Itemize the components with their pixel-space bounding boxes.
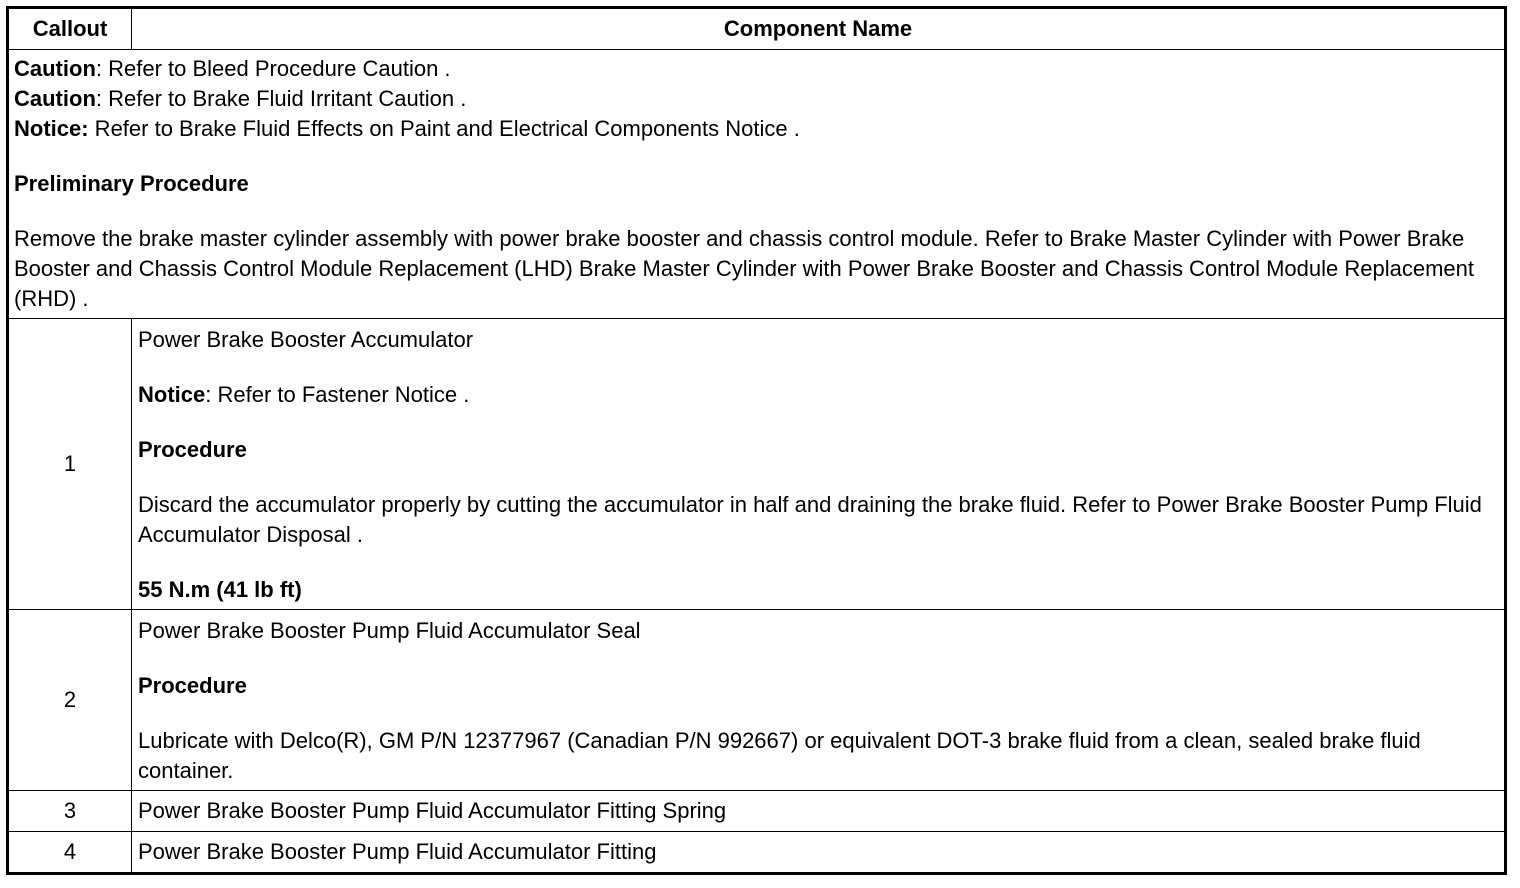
preliminary-procedure-heading: Preliminary Procedure bbox=[14, 171, 249, 196]
callout-number: 3 bbox=[8, 791, 132, 832]
notice-label: Notice: bbox=[14, 116, 89, 141]
caution-text: : Refer to Brake Fluid Irritant Caution . bbox=[95, 86, 467, 111]
component-name: Power Brake Booster Pump Fluid Accumulator Seal bbox=[138, 618, 641, 643]
callout-number: 1 bbox=[8, 319, 132, 610]
table-row bbox=[8, 832, 1506, 874]
table-row bbox=[8, 791, 1506, 832]
procedure-text: Discard the accumulator properly by cutting the accumulator in half and draining the brake fluid. Refer to Power Brake Booster Pump Fluid Accumulator Disposal . bbox=[138, 492, 1482, 547]
callout-header: Callout bbox=[8, 8, 132, 50]
caution-label: Caution bbox=[14, 86, 96, 111]
table-header-row bbox=[8, 8, 1506, 50]
preliminary-procedure-text: Remove the brake master cylinder assembly with power brake booster and chassis control module. Refer to Brake Master Cylinder with Power Brake Booster and Chassis Control Module Replacement (LHD) Brake Master Cylinder with Power Brake Booster and Chassis Control Module Replacement (RHD) . bbox=[14, 226, 1474, 311]
intro-cell bbox=[8, 50, 1506, 319]
caution-line-bleed bbox=[14, 54, 1498, 84]
notice-line-paint bbox=[14, 114, 1498, 144]
caution-label: Caution bbox=[14, 56, 96, 81]
notice-line-fastener bbox=[138, 380, 1498, 410]
procedure-text: Lubricate with Delco(R), GM P/N 12377967 (Canadian P/N 992667) or equivalent DOT-3 brake fluid from a clean, sealed brake fluid container. bbox=[138, 728, 1421, 783]
component-name: Power Brake Booster Accumulator bbox=[138, 327, 474, 352]
notice-text: Refer to Brake Fluid Effects on Paint and Electrical Components Notice . bbox=[88, 116, 800, 141]
callout-number: 2 bbox=[8, 610, 132, 791]
notice-text: : Refer to Fastener Notice . bbox=[205, 382, 470, 407]
component-name: Power Brake Booster Pump Fluid Accumulator Fitting Spring bbox=[132, 791, 1506, 832]
table-row bbox=[8, 319, 1506, 610]
callout-number: 4 bbox=[8, 832, 132, 874]
component-name: Power Brake Booster Pump Fluid Accumulator Fitting bbox=[132, 832, 1506, 874]
intro-row bbox=[8, 50, 1506, 319]
component-cell bbox=[132, 319, 1506, 610]
caution-line-irritant bbox=[14, 84, 1498, 114]
torque-spec: 55 N.m (41 lb ft) bbox=[138, 577, 302, 602]
component-table bbox=[6, 6, 1507, 875]
notice-label: Notice bbox=[138, 382, 206, 407]
procedure-heading: Procedure bbox=[138, 673, 247, 698]
caution-text: : Refer to Bleed Procedure Caution . bbox=[95, 56, 451, 81]
table-row bbox=[8, 610, 1506, 791]
component-name-header: Component Name bbox=[132, 8, 1506, 50]
component-cell bbox=[132, 610, 1506, 791]
procedure-heading: Procedure bbox=[138, 437, 247, 462]
